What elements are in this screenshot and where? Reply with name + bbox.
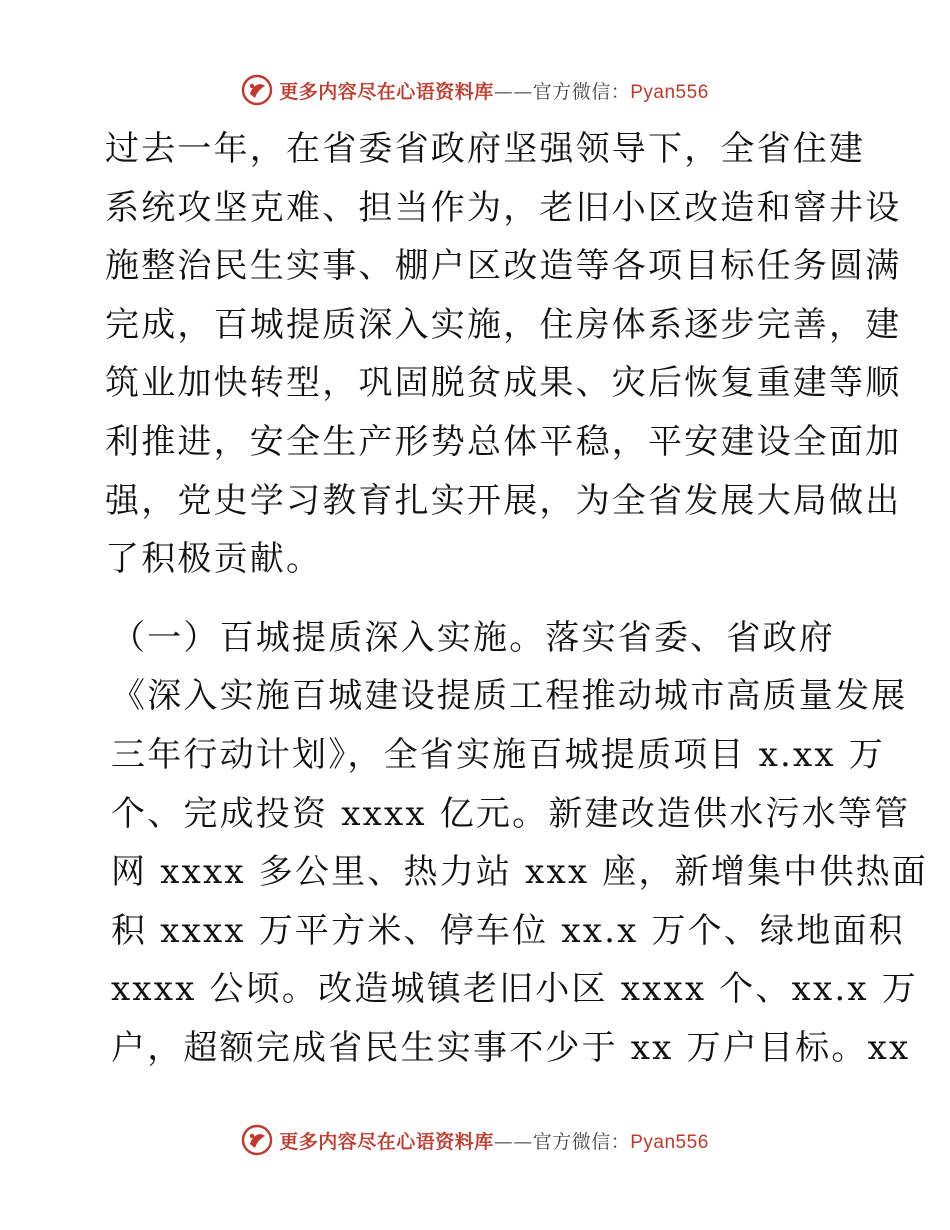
watermark-content	[241, 1124, 709, 1156]
library-name: 更多内容尽在心语资料库	[279, 1130, 494, 1153]
document-body	[97, 120, 929, 1078]
text-line: 系统攻坚克难、担当作为，老旧小区改造和窨井设	[105, 187, 902, 228]
banner-dash: ——	[493, 1130, 533, 1153]
library-name: 更多内容尽在心语资料库	[279, 80, 494, 103]
brand-logo-icon	[241, 1124, 273, 1156]
wechat-id: Pyan556	[630, 81, 709, 103]
text-line: 个、完成投资 xxxx 亿元。新建改造供水污水等管	[111, 793, 911, 834]
footer-watermark-banner	[0, 1118, 950, 1162]
text-line: 强，党史学习教育扎实开展，为全省发展大局做出	[105, 480, 902, 521]
official-label: 官方微信：	[532, 1130, 631, 1153]
text-line: 完成，百城提质深入实施，住房体系逐步完善，建	[105, 304, 902, 345]
header-watermark-banner	[0, 68, 950, 112]
brand-logo-icon	[241, 74, 273, 106]
text-line: 积 xxxx 万平方米、停车位 xx.x 万个、绿地面积	[111, 910, 905, 951]
text-line: （一）百城提质深入实施。落实省委、省政府	[111, 617, 835, 658]
banner-dash: ——	[493, 80, 533, 103]
text-line: 户，超额完成省民生实事不少于 xx 万户目标。xx	[111, 1027, 911, 1068]
watermark-text	[279, 77, 709, 104]
text-line: 三年行动计划》，全省实施百城提质项目 x.xx 万	[111, 734, 885, 775]
paragraph-section-one	[97, 609, 929, 1078]
text-line: xxxx 公顷。改造城镇老旧小区 xxxx 个、xx.x 万	[111, 969, 918, 1010]
watermark-content	[241, 74, 709, 106]
text-line: 过去一年，在省委省政府坚强领导下，全省住建	[105, 129, 866, 169]
text-line: 网 xxxx 多公里、热力站 xxx 座，新增集中供热面	[111, 852, 929, 893]
watermark-text	[279, 1127, 709, 1154]
wechat-id: Pyan556	[630, 1131, 709, 1153]
paragraph-summary	[97, 120, 902, 589]
text-line: 筑业加快转型，巩固脱贫成果、灾后恢复重建等顺	[105, 363, 902, 404]
text-line: 施整治民生实事、棚户区改造等各项目标任务圆满	[105, 246, 902, 287]
text-line: 了积极贡献。	[105, 539, 323, 580]
text-line: 利推进，安全生产形势总体平稳，平安建设全面加	[105, 421, 902, 462]
text-line: 《深入实施百城建设提质工程推动城市高质量发展	[111, 676, 908, 717]
official-label: 官方微信：	[532, 80, 631, 103]
